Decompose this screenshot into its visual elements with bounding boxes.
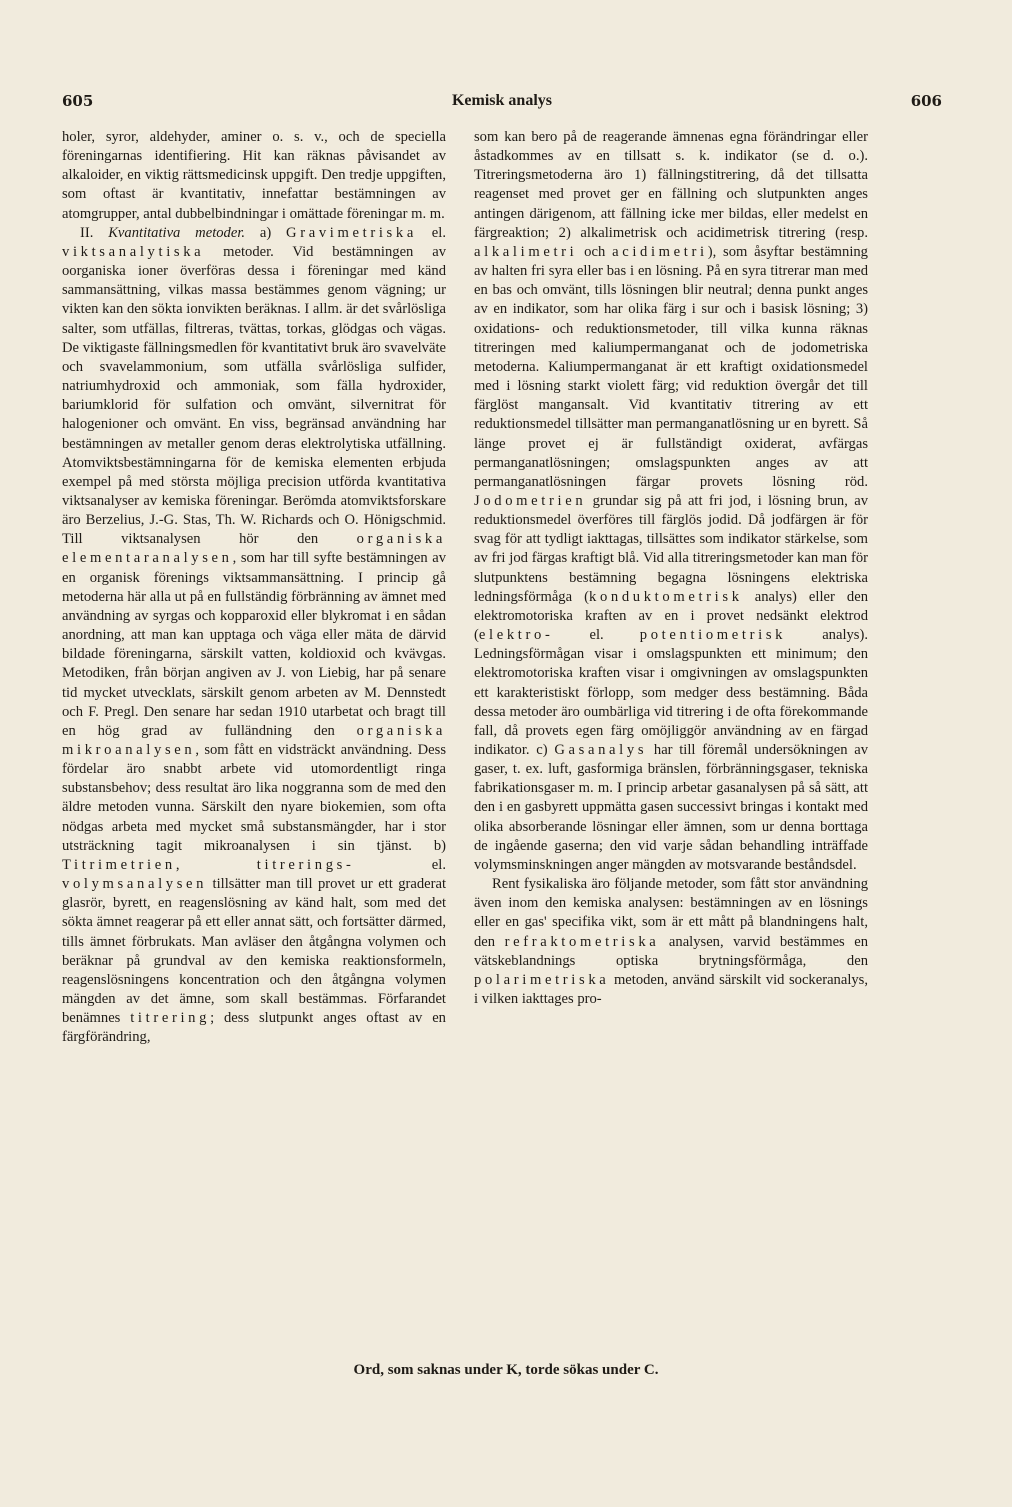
paragraph (62, 128, 446, 224)
text-run: Kvantitativa metoder. (108, 224, 246, 241)
text-run: analys). Ledningsförmågan visar i omslagspunkten ett minimum; den elektromotoriska kraften visar i omgivningen av omslagspunkten ett karakteristiskt förlopp, som medger dess bestämning. Båda dessa metoder äro oumbärliga vid titrering i de ofta förekommande fall, då provets egen färg omöjliggör användning av en färgad indikator. c) (474, 627, 868, 758)
text-run: konduktometrisk (589, 588, 743, 605)
text-run: som kan bero på de reagerande ämnenas egna förändringar eller åstadkommes av en tillsatt s. k. indikator (se d. o.). Titreringsmetoderna äro 1) fällningstitrering, då det tillsatta reagenset med provet ger en fällning och slutpunkten anges antingen därigenom, att fällning icke mer bildas, eller medelst en färgreaktion; 2) alkalimetrisk och acidimetrisk titrering (resp. (474, 129, 868, 241)
paragraph (474, 128, 868, 875)
text-run: viktsanalytiska (62, 243, 205, 260)
text-run: alkalimetri (474, 243, 578, 260)
right-text-column (474, 128, 868, 1356)
text-run: Titrimetrien (62, 856, 176, 873)
text-run: elektro- (478, 627, 554, 644)
text-run: a) (245, 224, 287, 241)
text-run: polarimetriska (474, 971, 610, 988)
running-header (62, 92, 942, 116)
text-run: , (175, 856, 257, 873)
text-run: grundar sig på att fri jod, i lösning brun, av reduktionsmedel överföres till färglös jodid. Då jodfärgen är för svag för att tydligt iakttagas, tillsättes som indikator stärkelse, som av fri jod färgas kraftigt blå. Vid alla titreringsmetoder kan man för slutpunktens bestämning begagna lösningens elektriska ledningsförmåga ( (474, 492, 868, 605)
text-run: ; dess slutpunkt anges oftast av en färgförändring, (62, 1010, 446, 1046)
text-run: och (577, 243, 613, 260)
paragraph (62, 224, 446, 1048)
text-run: Gravimetriska (286, 224, 417, 241)
text-run: el. (553, 627, 640, 644)
text-run: organiska mikroanalysen (62, 722, 446, 758)
text-run: potentiometrisk (639, 627, 787, 644)
text-run: ), som åsyftar bestämning av halten fri syra eller bas i en lösning. På en syra titrerar man med en bas och omvänt, tills lösningen blir neutral; denna punkt anges av en indikator, som har olika färg i sur och i basisk lösning; 3) oxidations- och reduktionsmetoder, till vilka kunna räknas titreringen med kaliumpermanganat och de jodometriska metoderna. Kaliumpermanganat är ett kraftigt oxidationsmedel med i lösning starkt violett färg; vid reduktion övergår det till färglöst mangansalt. Vid kvantitativ titrering av ett reduktionsmedel tillsätter man permanganatlösning ur en byrett. Så länge provet ej är fullständigt oxiderat, avfärgas permanganatlösningen; omslagspunkten anges av att permanganatlösningen färgar provets lösning röd. (474, 243, 868, 490)
footer-note: Ord, som saknas under K, torde sökas under C. (353, 1362, 659, 1378)
text-run: organiska elementaranalysen (62, 531, 446, 567)
text-run: analysen, varvid bestämmes en vätskeblandnings optiska brytningsförmåga, den (474, 933, 868, 969)
text-run: , som fått en vidsträckt användning. Dess fördelar äro snabbt arbete vid utomordentligt ringa substansbehov; dess resultat äro lika noggranna som de med den äldre metoden vunna. Särskilt den nyare biokemien, som ofta nödgas arbeta med mycket små substansmängder, har i stor utsträckning tagit mikroanalysen i sin tjänst. b) (62, 742, 446, 854)
text-run: II. (80, 224, 109, 241)
paragraph (474, 875, 868, 1009)
text-run: titrerings- (256, 856, 355, 873)
text-run: holer, syror, aldehyder, aminer o. s. v., och de speciella föreningarnas identifiering. Hit kan räknas påvisandet av alkaloider, en viktig rättsmedicinsk uppgift. Den tredje uppgiften, som oftast är kvantitativ, innefattar bestämningen av atomgrupper, antal dubbelbindningar i omättade föreningar m. m. (62, 129, 446, 222)
text-run: volymsanalysen (62, 876, 208, 893)
page-title: Kemisk analys (451, 92, 552, 109)
text-run: acidimetri (612, 243, 708, 260)
page-number-left: 605 (62, 92, 94, 110)
text-run: tillsätter man till provet ur ett graderat glasrör, byrett, en reagenslösning av känd halt, som med det sökta ämnet reagerar på ett eller annat sätt, och fortsätter därmed, tills ämnet förbrukats. Man avläser den åtgångna volymen och beräknar på grundval av den kemiska reaktionsformeln, reagenslösningens koncentration och den åtgångna volymen mängden av det ämne, som skall bestämmas. Förfarandet benämnes (62, 876, 446, 1027)
left-text-column (62, 128, 446, 1356)
text-run: titrering (130, 1010, 211, 1027)
page-number-right: 606 (910, 92, 942, 110)
text-run: analys) eller den elektromotoriska kraften av en i provet nedsänkt elektrod ( (474, 588, 868, 644)
text-run: el. (416, 224, 446, 241)
text-run: metoder. Vid bestämningen av oorganiska ioner överföras dessa i föreningar med känd sammansättning, vilkas massa bestämmes genom vägning; ur vikten kan den sökta ionvikten beräknas. I allm. är det svårlösliga salter, som utfällas, filtreras, tvättas, torkas, glödgas och vägas. De viktigaste fällningsmedlen för kvantitativt bruk äro svavelväte och svavelammonium, som utfälla svårlösliga sulfider, natriumhydroxid och ammoniak, som fälla hydroxider, bariumklorid för sulfation och omvänt, silvernitrat för halogenioner och omvänt. En viss, begränsad användning har bestämningen av metaller genom deras elektrolytiska utfällning. Atomviktsbestämningarna för de kemiska elementen erbjuda exempel på med största möjliga precision utförda kvantitativa viktsanalyser av kemiska föreningar. Berömda atomviktsforskare äro Berzelius, J.-G. Stas, Th. W. Richards och O. Hönigschmid. Till viktsanalysen hör den (62, 243, 446, 548)
text-run: Jodometrien (474, 492, 587, 509)
text-run: har till föremål undersökningen av gaser, t. ex. luft, gasformiga bränslen, förbränningsgaser, tekniska fabrikationsgaser m. m. I princip arbetar gasanalysen på så sätt, att den i en gasbyrett uppmätta gasen successivt bringas i kontakt med olika absorberande lösningar eller ämnen, som ur denna borttaga de ingående gaserna; den vid varje sådan behandling inträffade volymsminskningen anger mängden av motsvarande beståndsdel. (474, 742, 868, 873)
text-run: Gasanalys (554, 742, 648, 758)
text-run: metoden, använd särskilt vid sockeranalys, i vilken iakttages pro- (474, 971, 868, 1008)
text-run: el. (354, 856, 446, 873)
text-run: refraktometriska (504, 933, 660, 950)
text-run: , som har till syfte bestämningen av en organisk förenings viktsammansättning. I princip gå metoderna här alla ut på en fullständig förbränning av ämnet med användning av syrgas och kopparoxid eller blykromat i en sådan anordning, att man kan upptaga och väga eller mäta de därvid bildade föreningarna, särskilt vatten, koldioxid och kvävgas. Metodiken, från början angiven av J. von Liebig, har på senare tid mycket utvecklats, särskilt genom arbeten av M. Dennstedt och F. Pregl. Den senare har sedan 1910 utarbetat och bragt till en hög grad av fulländning den (62, 550, 446, 739)
text-run: Rent fysikaliska äro följande metoder, som fått stor användning även inom den kemiska analysen: bestämningen av en lösnings eller en gas' specifika vikt, som är ett mått på blandningens halt, den (474, 876, 868, 950)
